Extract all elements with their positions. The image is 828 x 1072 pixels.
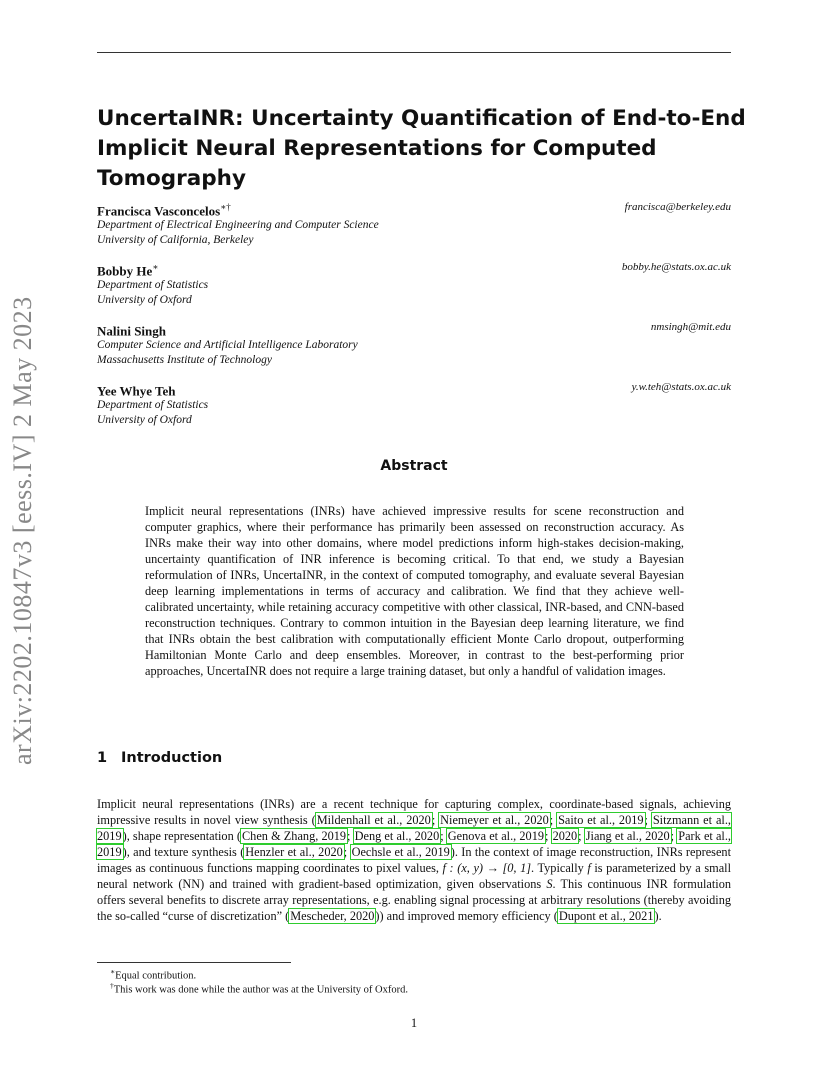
author-block-2 (97, 260, 731, 308)
section-title: Introduction (121, 750, 223, 766)
arxiv-identifier: arXiv:2202.10847v3 [eess.IV] 2 May 2023 (8, 296, 37, 765)
author-email[interactable]: francisca@berkeley.edu (624, 201, 731, 213)
author-affiliation: Department of Statistics (97, 279, 209, 292)
author-email[interactable]: nmsingh@mit.edu (650, 321, 731, 333)
author-institution: Massachusetts Institute of Technology (97, 354, 272, 367)
citation-link[interactable]: Deng et al., 2020 (354, 829, 440, 843)
author-affiliation: Department of Statistics (97, 399, 209, 412)
citation-link[interactable]: Jiang et al., 2020 (585, 829, 670, 843)
math-symbol: f (587, 861, 591, 875)
citation-link[interactable]: Chen & Zhang, 2019 (241, 829, 347, 843)
author-name: Nalini Singh (97, 323, 167, 339)
abstract-heading: Abstract (380, 458, 448, 474)
section-number: 1 (97, 750, 108, 766)
page-number: 1 (410, 1016, 418, 1030)
citation-link[interactable]: Genova et al., 2019 (447, 829, 544, 843)
intro-paragraph: Implicit neural representations (INRs) are a recent technique for capturing complex, coordinate-based signals, achieving impressive results in novel view synthesis (Mildenhall et al., 2020; Niemeyer et al., 2020; Saito et al., 2019; Sitzmann et al., 2019), shape representation (Chen & Zhang, 2019; Deng et al., 2020; Genova et al., 2019; 2020; Jiang et al., 2020; Park et al., 2019), and texture synthesis (Henzler et al., 2020; Oechsle et al., 2019). In the context of image reconstruction, INRs represent images as continuous functions mapping coordinates to pixel values, f : (x, y) → [0, 1]. Typically f is parameterized by a small neural network (NN) and trained with gradient-based optimization, given observations S. This continuous INR formulation offers several benefits to discrete array representations, e.g. enabling signal processing at arbitrary resolutions (thereby avoiding the so-called “curse of discretization” (Mescheder, 2020)) and improved memory efficiency (Dupont et al., 2021). (97, 797, 731, 923)
author-institution: University of Oxford (97, 414, 192, 427)
footnote: †This work was done while the author was at the University of Oxford. (110, 981, 408, 996)
author-institution: University of California, Berkeley (97, 234, 254, 247)
author-name: Bobby He∗ (97, 262, 159, 279)
abstract-text: Implicit neural representations (INRs) have achieved impressive results for scene reconstruction and computer graphics, where their performance has primarily been assessed on reconstruction accuracy. As INRs make their way into other domains, where model predictions inform high-stakes decision-making, uncertainty quantification of INR inference is becoming critical. To that end, we study a Bayesian reformulation of INRs, UncertaINR, in the context of computed tomography, and evaluate several Bayesian deep learning implementations in terms of accuracy and calibration. We find that they achieve well-calibrated uncertainty, while retaining accuracy competitive with other classical, INR-based, and CNN-based reconstruction techniques. Contrary to common intuition in the Bayesian deep learning literature, we find that INRs obtain the best calibration with computationally efficient Monte Carlo dropout, outperforming Hamiltonian Monte Carlo and deep ensembles. Moreover, in contrast to the best-performing prior approaches, UncertaINR does not require a large training dataset, but only a handful of validation images. (145, 504, 684, 678)
author-affiliation: Department of Electrical Engineering and Computer Science (97, 219, 379, 232)
citation-link[interactable]: 2020 (552, 829, 578, 843)
paper-title: UncertaINR: Uncertainty Quantification of End-to-End Implicit Neural Representations for Computed Tomography (97, 106, 746, 191)
author-block-4 (97, 380, 731, 428)
math-symbol: S (546, 877, 553, 891)
footnote-rule (97, 962, 291, 963)
header-rule (97, 52, 731, 53)
author-email[interactable]: bobby.he@stats.ox.ac.uk (621, 261, 731, 273)
author-name: Yee Whye Teh (97, 383, 176, 399)
author-institution: University of Oxford (97, 294, 192, 307)
author-block-1 (97, 200, 731, 248)
citation-link[interactable]: Saito et al., 2019 (558, 813, 644, 827)
citation-link[interactable]: Oechsle et al., 2019 (351, 845, 450, 859)
citation-link[interactable]: Park et al., 2019 (97, 829, 731, 859)
citation-link[interactable]: Niemeyer et al., 2020 (440, 813, 549, 827)
section-heading (97, 750, 222, 766)
citation-link[interactable]: Sitzmann et al., 2019 (97, 813, 731, 843)
citation-link[interactable]: Dupont et al., 2021 (558, 909, 654, 923)
author-affiliation: Computer Science and Artificial Intelligence Laboratory (97, 339, 358, 352)
math-expression: f : (x, y) → [0, 1] (442, 861, 532, 875)
author-block-3 (97, 320, 731, 368)
footnote: ∗Equal contribution. (110, 967, 197, 982)
author-email[interactable]: y.w.teh@stats.ox.ac.uk (631, 381, 731, 393)
citation-link[interactable]: Mildenhall et al., 2020 (316, 813, 431, 827)
author-name: Francisca Vasconcelos∗† (97, 202, 231, 219)
citation-link[interactable]: Henzler et al., 2020 (245, 845, 343, 859)
citation-link[interactable]: Mescheder, 2020 (290, 909, 375, 923)
